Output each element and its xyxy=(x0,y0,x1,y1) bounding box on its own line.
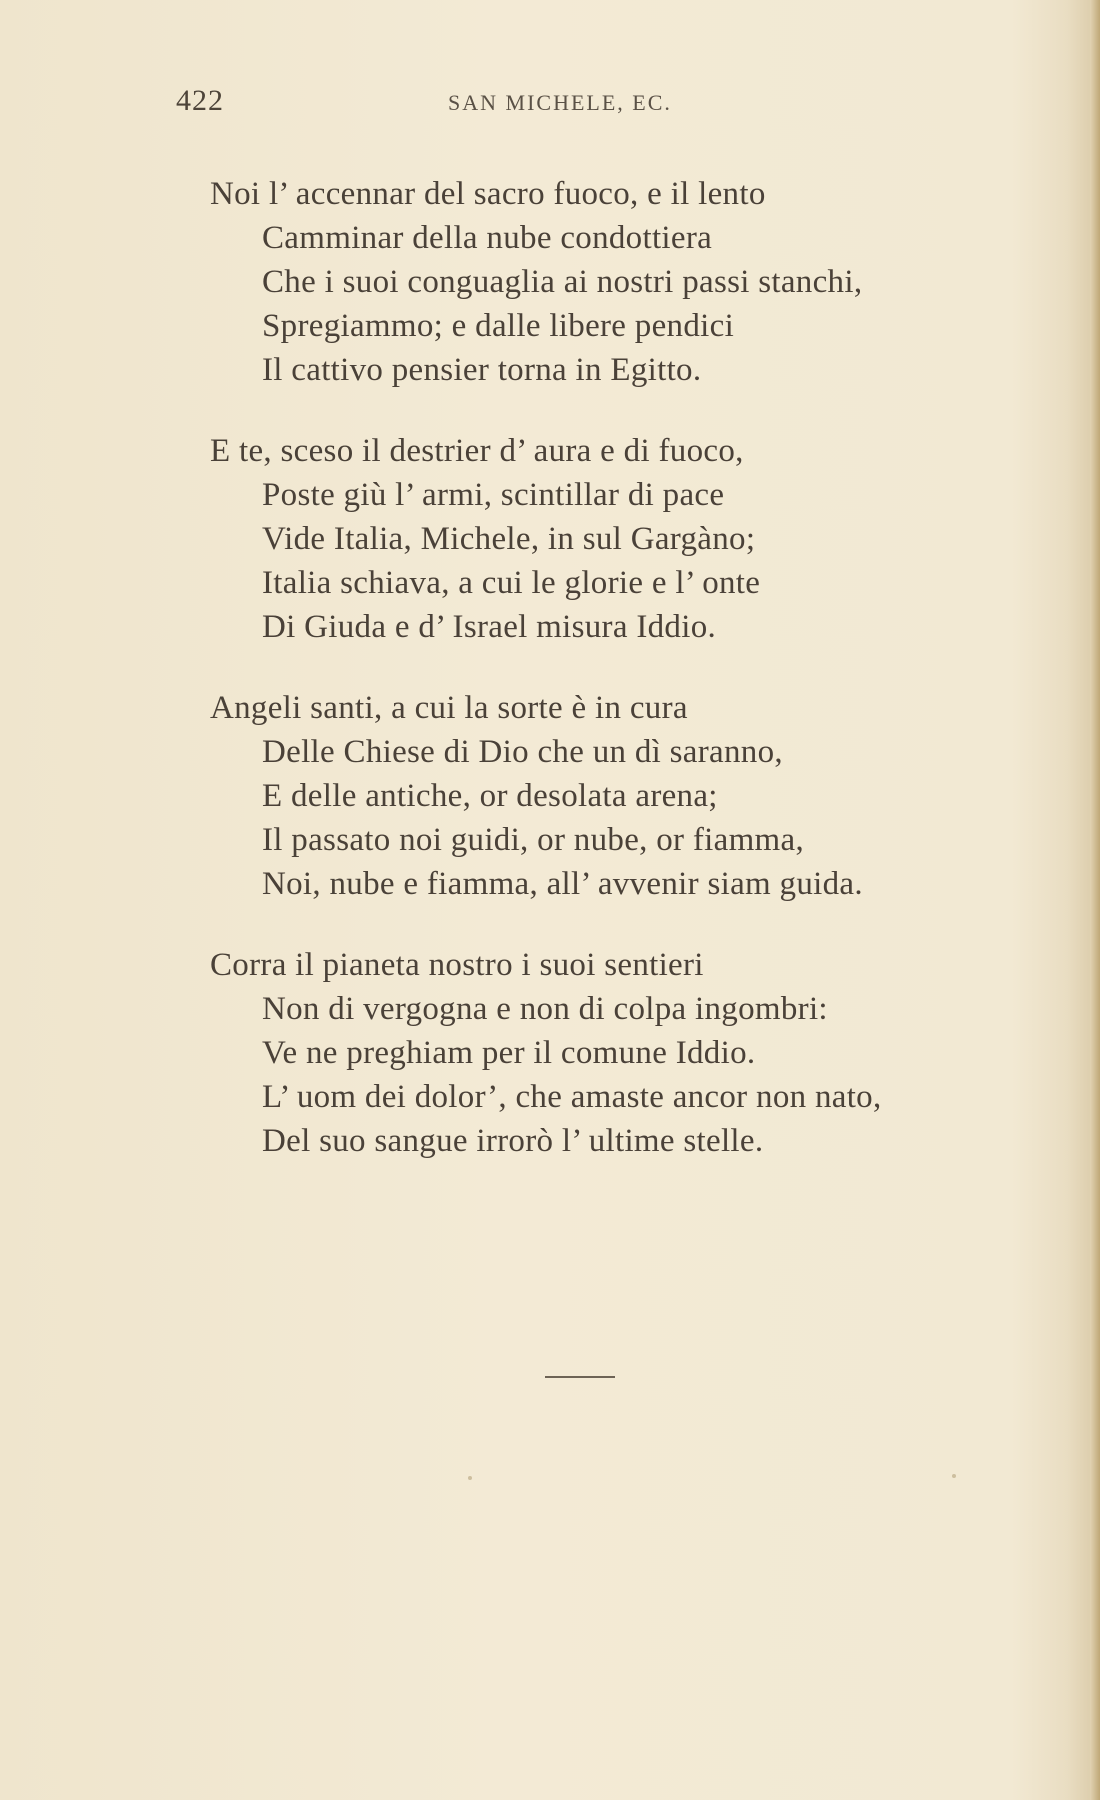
end-rule xyxy=(545,1376,615,1378)
verse-line: E delle antiche, or desolata arena; xyxy=(262,778,718,814)
verse-line: Spregiammo; e dalle libere pendici xyxy=(262,308,735,344)
stanza-4 xyxy=(210,943,1010,1163)
page-header xyxy=(176,84,696,124)
paper-speck xyxy=(952,1474,956,1478)
running-title: SAN MICHELE, EC. xyxy=(448,90,672,115)
verse-line: L’ uom dei dolor’, che amaste ancor non nato, xyxy=(262,1079,882,1115)
page-number: 422 xyxy=(176,84,224,117)
verse-line: Il passato noi guidi, or nube, or fiamma, xyxy=(262,822,805,858)
verse-line: Vide Italia, Michele, in sul Gargàno; xyxy=(262,521,756,557)
verse-line: Italia schiava, a cui le glorie e l’ onte xyxy=(262,565,761,601)
stanza-2 xyxy=(210,429,1010,649)
verse-line: Delle Chiese di Dio che un dì saranno, xyxy=(262,734,783,770)
paper-speck xyxy=(468,1476,472,1480)
verse-line: E te, sceso il destrier d’ aura e di fuoco, xyxy=(210,433,744,469)
verse-line: Corra il pianeta nostro i suoi sentieri xyxy=(210,947,704,983)
poem-body xyxy=(210,172,1010,1200)
verse-line: Che i suoi conguaglia ai nostri passi stanchi, xyxy=(262,264,863,300)
page-edge xyxy=(1090,0,1100,1800)
verse-line: Del suo sangue irrorò l’ ultime stelle. xyxy=(262,1123,764,1159)
verse-line: Poste giù l’ armi, scintillar di pace xyxy=(262,477,725,513)
verse-line: Ve ne preghiam per il comune Iddio. xyxy=(262,1035,756,1071)
verse-line: Noi, nube e fiamma, all’ avvenir siam guida. xyxy=(262,866,863,902)
verse-line: Il cattivo pensier torna in Egitto. xyxy=(262,352,702,388)
stanza-3 xyxy=(210,686,1010,906)
verse-line: Non di vergogna e non di colpa ingombri: xyxy=(262,991,828,1027)
verse-line: Noi l’ accennar del sacro fuoco, e il lento xyxy=(210,176,766,212)
stanza-1 xyxy=(210,172,1010,392)
verse-line: Camminar della nube condottiera xyxy=(262,220,713,256)
verse-line: Di Giuda e d’ Israel misura Iddio. xyxy=(262,609,717,645)
verse-line: Angeli santi, a cui la sorte è in cura xyxy=(210,690,688,726)
